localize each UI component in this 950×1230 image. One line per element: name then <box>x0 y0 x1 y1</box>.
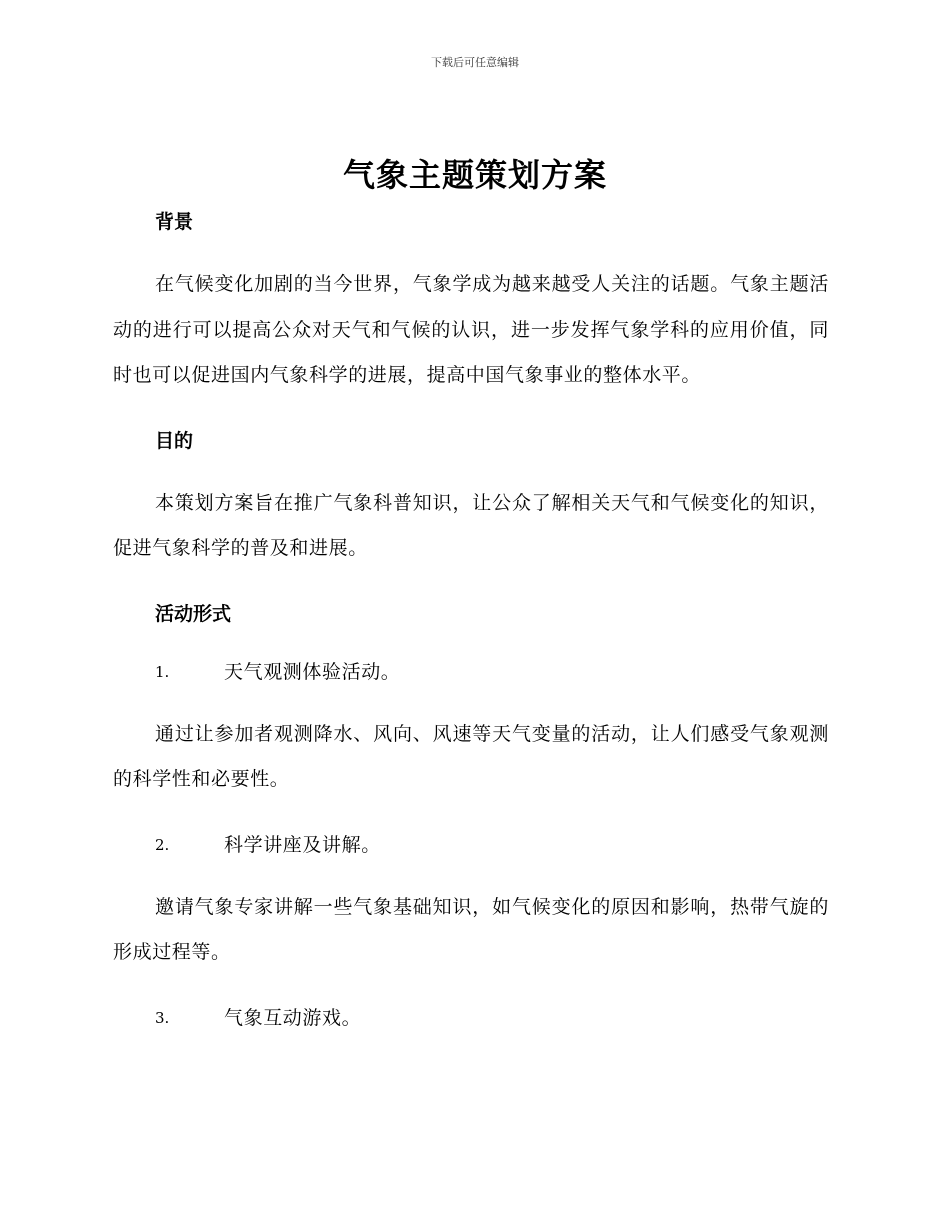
section-heading-purpose: 目的 <box>155 429 194 452</box>
spacer <box>113 690 829 712</box>
header-note: 下载后可任意编辑 <box>431 56 519 69</box>
list-number: 2. <box>155 835 170 854</box>
spacer <box>113 240 829 262</box>
spacer <box>113 632 829 654</box>
activity-item <box>113 1000 829 1036</box>
activity-title: 天气观测体验活动。 <box>224 660 401 683</box>
activity-item <box>113 827 829 863</box>
spacer <box>113 803 829 827</box>
activity-title: 科学讲座及讲解。 <box>224 833 381 856</box>
section-heading-background: 背景 <box>155 211 194 233</box>
activity-description: 邀请气象专家讲解一些气象基础知识，如气候变化的原因和影响，热带气旋的形成过程等。 <box>113 895 829 963</box>
spacer <box>113 459 829 481</box>
spacer <box>113 863 829 885</box>
activity-item <box>113 654 829 690</box>
purpose-paragraph: 本策划方案旨在推广气象科普知识，让公众了解相关天气和气候变化的知识，促进气象科学的普及和进展。 <box>113 491 829 559</box>
document-body <box>113 204 829 1036</box>
background-paragraph: 在气候变化加剧的当今世界，气象学成为越来越受人关注的话题。气象主题活动的进行可以提高公众对天气和气候的认识，进一步发挥气象学科的应用价值，同时也可以促进国内气象科学的进展，提高中国气象事业的整体水平。 <box>113 273 829 386</box>
list-number: 3. <box>155 1008 170 1027</box>
list-number: 1. <box>155 662 170 681</box>
activity-title: 气象互动游戏。 <box>224 1006 362 1029</box>
spacer <box>113 572 829 596</box>
spacer <box>113 976 829 1000</box>
activity-description: 通过让参加者观测降水、风向、风速等天气变量的活动，让人们感受气象观测的科学性和必要性。 <box>113 722 829 790</box>
page-title: 气象主题策划方案 <box>342 156 607 194</box>
spacer <box>113 399 829 423</box>
section-heading-activities: 活动形式 <box>155 602 232 625</box>
